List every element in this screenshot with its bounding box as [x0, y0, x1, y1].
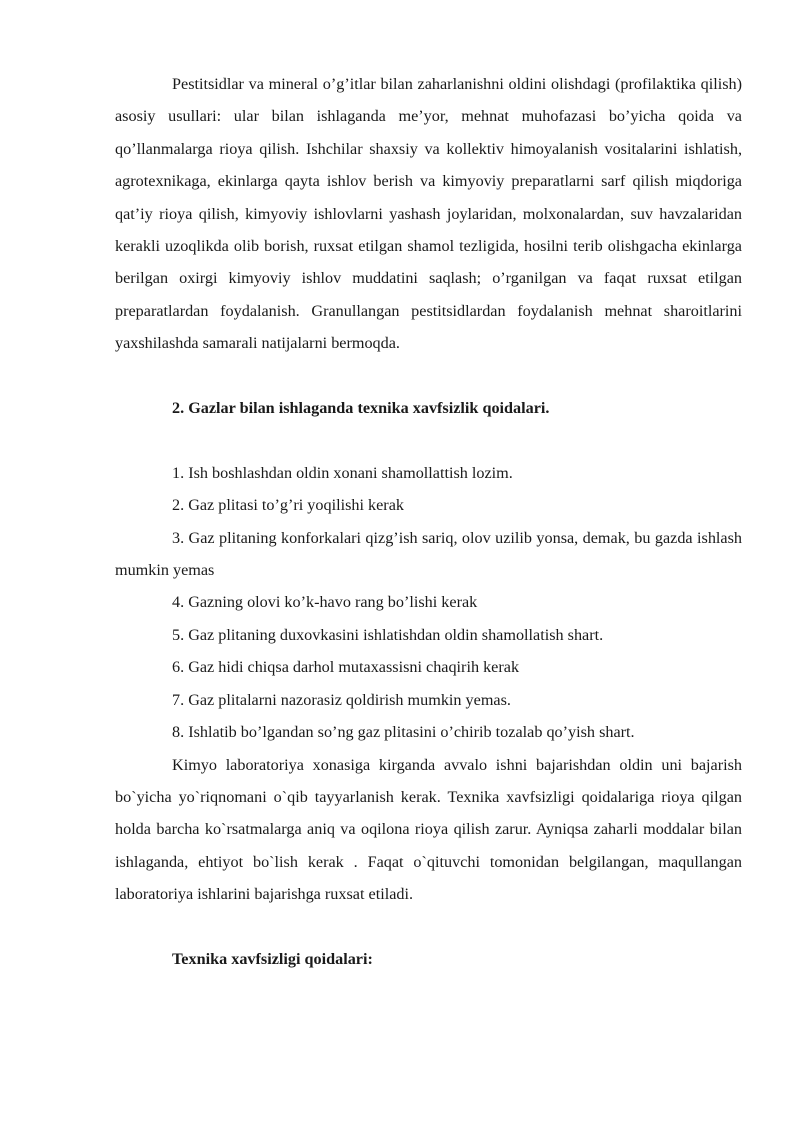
gas-safety-rules-list	[115, 457, 742, 749]
list-item: 3. Gaz plitaning konforkalari qizg’ish sariq, olov uzilib yonsa, demak, bu gazda ishlash mumkin yemas	[115, 528, 742, 580]
list-item: 8. Ishlatib bo’lgandan so’ng gaz plitasini o’chirib tozalab qo’yish shart.	[172, 723, 635, 742]
section-heading-safety-rules: Texnika xavfsizligi qoidalari:	[172, 949, 373, 968]
list-item: 7. Gaz plitalarni nazorasiz qoldirish mumkin yemas.	[172, 690, 511, 709]
list-item: 2. Gaz plitasi to’g’ri yoqilishi kerak	[172, 496, 404, 515]
spacer	[115, 424, 742, 456]
paragraph-lab-safety: Kimyo laboratoriya xonasiga kirganda avvalo ishni bajarishdan oldin uni bajarish bo`yicha yo`riqnomani o`qib tayyarlanish kerak. Texnika xavfsizligi qoidalariga rioya qilgan holda barcha ko`rsatmalarga aniq va oqilona rioya qilish zarur. Ayniqsa zaharli moddalar bilan ishlaganda, ehtiyot bo`lish kerak . Faqat o`qituvchi tomonidan belgilangan, maqullangan laboratoriya ishlarini bajarishga ruxsat etiladi.	[115, 755, 742, 904]
section-heading-gas-safety: 2. Gazlar bilan ishlaganda texnika xavfsizlik qoidalari.	[172, 399, 550, 418]
spacer	[115, 911, 742, 943]
list-item: 6. Gaz hidi chiqsa darhol mutaxassisni chaqirih kerak	[172, 658, 520, 677]
spacer	[115, 360, 742, 392]
list-item: 4. Gazning olovi ko’k-havo rang bo’lishi kerak	[172, 593, 478, 612]
list-item: 5. Gaz plitaning duxovkasini ishlatishdan oldin shamollatish shart.	[172, 625, 604, 644]
document-page	[115, 68, 742, 975]
paragraph-pesticide-prevention: Pestitsidlar va mineral o’g’itlar bilan zaharlanishni oldini olishdagi (profilaktika qilish) asosiy usullari: ular bilan ishlaganda me’yor, mehnat muhofazasi bo’yicha qoida va qo’llanmalarga rioya qilish. Ishchilar shaxsiy va kollektiv himoyalanish vositalarini ishlatish, agrotexnikaga, ekinlarga qayta ishlov berish va kimyoviy preparatlarni sarf qilish miqdoriga qat’iy rioya qilish, kimyoviy ishlovlarni yashash joylaridan, molxonalardan, suv havzalaridan kerakli uzoqlikda olib borish, ruxsat etilgan shamol tezligida, hosilni terib olishgacha ekinlarga berilgan oxirgi kimyoviy ishlov muddatini saqlash; o’rganilgan va faqat ruxsat etilgan preparatlardan foydalanish. Granullangan pestitsidlardan foydalanish mehnat sharoitlarini yaxshilashda samarali natijalarni bermoqda.	[115, 75, 742, 353]
list-item: 1. Ish boshlashdan oldin xonani shamollattish lozim.	[172, 463, 513, 482]
